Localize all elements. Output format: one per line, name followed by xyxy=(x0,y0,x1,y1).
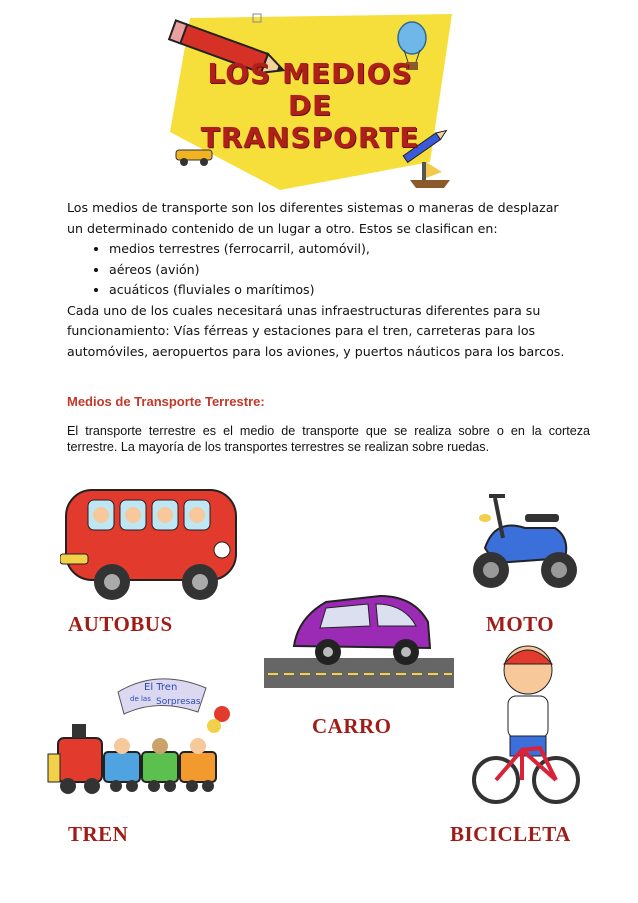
car-illustration xyxy=(264,582,454,692)
intro-line2: un determinado contenido de un lugar a otro. Estos se clasifican en: xyxy=(67,220,498,236)
bus-label: AUTOBUS xyxy=(68,612,173,636)
moto-label: MOTO xyxy=(486,612,555,636)
closing-line1: Cada uno de los cuales necesitará unas infraestructuras diferentes para su xyxy=(67,302,541,318)
section-body: El transporte terrestre es el medio de transporte que se realiza sobre o en la corteza terrestre. La mayoría de los transportes terrestres se realizan sobre ruedas. xyxy=(67,424,590,454)
train-illustration xyxy=(38,668,238,808)
intro-text xyxy=(67,198,597,362)
train-banner-line3: Sorpresas xyxy=(156,697,201,707)
banner-title-line1: LOS MEDIOS xyxy=(207,57,413,90)
transport-list xyxy=(67,239,597,301)
intro-line1: Los medios de transporte son los diferentes sistemas o maneras de desplazar xyxy=(67,200,559,215)
carro-label: CARRO xyxy=(312,714,392,738)
banner-title xyxy=(160,58,460,154)
banner-title-line2: DE xyxy=(287,89,333,122)
train-banner-line2: de las xyxy=(130,695,151,703)
bus-illustration xyxy=(60,470,250,610)
tren-label: TREN xyxy=(68,822,129,846)
list-item: • acuáticos (fluviales o marítimos) xyxy=(109,280,597,301)
bicicleta-label: BICICLETA xyxy=(450,822,571,846)
train-banner-line1: El Tren xyxy=(144,682,178,693)
list-item: • aéreos (avión) xyxy=(109,260,597,281)
closing-line3: automóviles, aeropuertos para los aviones, y puertos náuticos para los barcos. xyxy=(67,343,565,359)
banner-title-line3: TRANSPORTE xyxy=(200,121,420,154)
moto-illustration xyxy=(455,478,585,598)
bicycle-illustration xyxy=(470,640,580,815)
list-item: • medios terrestres (ferrocarril, automóvil), xyxy=(109,239,597,260)
ship-icon xyxy=(410,162,450,188)
section-heading: Medios de Transporte Terrestre: xyxy=(67,394,265,409)
closing-line2: funcionamiento: Vías férreas y estaciones para el tren, carreteras para los xyxy=(67,323,536,338)
